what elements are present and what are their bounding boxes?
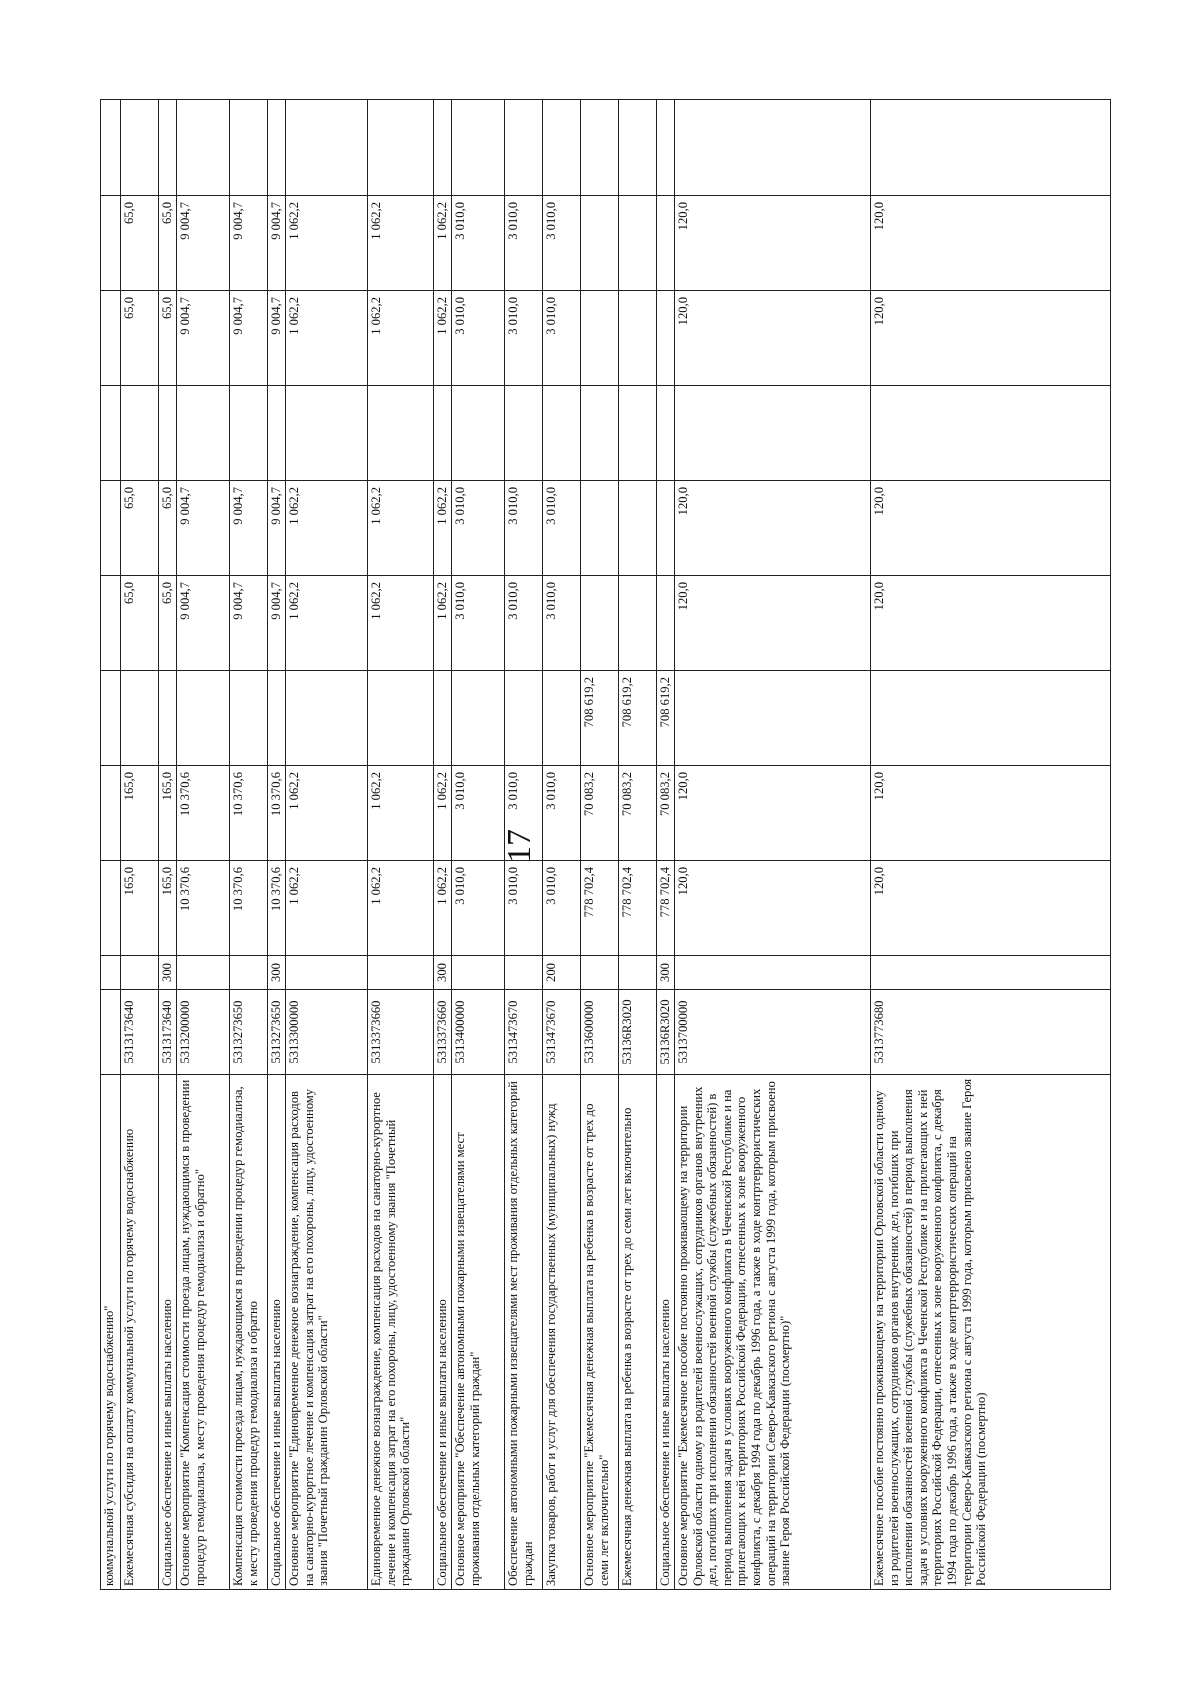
amount-cell: 3 010,0 xyxy=(452,861,505,956)
table-row xyxy=(505,100,543,1590)
amount-cell xyxy=(619,386,657,481)
amount-cell xyxy=(368,386,434,481)
expense-type-cell xyxy=(121,956,159,990)
amount-cell xyxy=(543,100,581,196)
code-cell: 53136R3020 xyxy=(657,990,675,1075)
amount-cell xyxy=(101,481,121,576)
amount-cell: 65,0 xyxy=(121,481,159,576)
amount-cell xyxy=(505,100,543,196)
amount-cell: 10 370,6 xyxy=(268,861,286,956)
amount-cell xyxy=(675,386,871,481)
amount-cell: 70 083,2 xyxy=(619,766,657,861)
amount-cell: 778 702,4 xyxy=(657,861,675,956)
amount-cell: 165,0 xyxy=(159,766,177,861)
amount-cell: 3 010,0 xyxy=(505,481,543,576)
row-name-cell: Социальное обеспечение и иные выплаты населению xyxy=(159,1075,177,1590)
amount-cell xyxy=(177,100,230,196)
amount-cell: 1 062,2 xyxy=(434,766,452,861)
expense-type-cell xyxy=(230,956,268,990)
amount-cell: 3 010,0 xyxy=(543,481,581,576)
expense-type-cell xyxy=(581,956,619,990)
row-name-cell: Социальное обеспечение и иные выплаты населению xyxy=(657,1075,675,1590)
expense-type-cell xyxy=(619,956,657,990)
row-name-cell: коммунальной услуги по горячему водоснабжению" xyxy=(101,1075,121,1590)
amount-cell: 1 062,2 xyxy=(434,196,452,291)
table-row xyxy=(657,100,675,1590)
expense-type-cell xyxy=(871,956,1111,990)
amount-cell xyxy=(619,576,657,671)
amount-cell xyxy=(286,671,368,766)
amount-cell xyxy=(121,671,159,766)
row-name-cell: Компенсация стоимости проезда лицам, нуждающимся в проведении процедур гемодиализа, к месту проведения процедур гемодиализа и обратно xyxy=(230,1075,268,1590)
amount-cell: 120,0 xyxy=(871,766,1111,861)
expense-type-cell: 300 xyxy=(434,956,452,990)
code-cell: 5313700000 xyxy=(675,990,871,1075)
amount-cell: 65,0 xyxy=(159,576,177,671)
row-name-cell: Социальное обеспечение и иные выплаты населению xyxy=(434,1075,452,1590)
code-cell: 5313173640 xyxy=(159,990,177,1075)
amount-cell: 1 062,2 xyxy=(368,291,434,386)
expense-type-cell: 300 xyxy=(657,956,675,990)
code-cell: 5313473670 xyxy=(505,990,543,1075)
amount-cell xyxy=(657,196,675,291)
amount-cell: 120,0 xyxy=(675,766,871,861)
page-number: 17 xyxy=(501,829,538,863)
row-name-cell: Обеспечение автономными пожарными извещателями мест проживания отдельных категорий граждан xyxy=(505,1075,543,1590)
expense-type-cell xyxy=(101,956,121,990)
amount-cell: 1 062,2 xyxy=(286,766,368,861)
amount-cell: 120,0 xyxy=(871,481,1111,576)
amount-cell: 1 062,2 xyxy=(368,576,434,671)
amount-cell: 3 010,0 xyxy=(543,196,581,291)
amount-cell xyxy=(452,671,505,766)
amount-cell xyxy=(101,766,121,861)
amount-cell xyxy=(159,671,177,766)
amount-cell xyxy=(101,576,121,671)
amount-cell: 10 370,6 xyxy=(177,766,230,861)
amount-cell xyxy=(121,100,159,196)
amount-cell xyxy=(268,100,286,196)
amount-cell: 3 010,0 xyxy=(452,481,505,576)
amount-cell: 10 370,6 xyxy=(268,766,286,861)
amount-cell: 165,0 xyxy=(121,766,159,861)
amount-cell xyxy=(230,100,268,196)
amount-cell xyxy=(657,576,675,671)
code-cell: 5313273650 xyxy=(230,990,268,1075)
amount-cell xyxy=(657,481,675,576)
amount-cell: 120,0 xyxy=(675,861,871,956)
amount-cell: 3 010,0 xyxy=(505,196,543,291)
amount-cell: 1 062,2 xyxy=(368,481,434,576)
code-cell: 5313173640 xyxy=(121,990,159,1075)
amount-cell xyxy=(286,386,368,481)
row-name-cell: Ежемесячное пособие постоянно проживающему на территории Орловской области одному из родителей военнослужащих, сотрудников органов внутренних дел, погибших при исполнении обязанностей военной службы (служебных обязанностей) в период выполнения задач в условиях вооруженного конфликта в Чеченской Республике и на прилегающих к ней территориях Российской Федерации, отнесенных к зоне вооруженного конфликта, с декабря 1994 года по декабрь 1996 года, а также в ходе контртеррористических операций на территории Северо-Кавказского региона с августа 1999 года, которым присвоено звание Героя Российской Федерации (посмертно) xyxy=(871,1075,1111,1590)
amount-cell: 708 619,2 xyxy=(657,671,675,766)
amount-cell: 3 010,0 xyxy=(505,861,543,956)
amount-cell: 3 010,0 xyxy=(543,576,581,671)
amount-cell xyxy=(101,861,121,956)
code-cell: 5313773680 xyxy=(871,990,1111,1075)
expense-type-cell xyxy=(452,956,505,990)
amount-cell: 778 702,4 xyxy=(581,861,619,956)
budget-table-rotated xyxy=(100,100,1110,1590)
amount-cell: 3 010,0 xyxy=(452,196,505,291)
amount-cell xyxy=(581,576,619,671)
amount-cell: 1 062,2 xyxy=(368,766,434,861)
amount-cell xyxy=(177,386,230,481)
amount-cell: 120,0 xyxy=(871,576,1111,671)
amount-cell xyxy=(121,386,159,481)
row-name-cell: Ежемесячная денежная выплата на ребенка в возрасте от трех до семи лет включительно xyxy=(619,1075,657,1590)
amount-cell: 10 370,6 xyxy=(230,861,268,956)
amount-cell xyxy=(452,100,505,196)
amount-cell: 1 062,2 xyxy=(368,861,434,956)
amount-cell xyxy=(657,291,675,386)
code-cell: 5313273650 xyxy=(268,990,286,1075)
amount-cell xyxy=(177,671,230,766)
code-cell: 5313600000 xyxy=(581,990,619,1075)
row-name-cell: Основное мероприятие "Ежемесячное пособие постоянно проживающему на территории Орловской области одному из родителей военнослужащих, сотрудников органов внутренних дел, погибших при исполнении обязанностей военной службы (служебных обязанностей) в период выполнения задач в условиях вооруженного конфликта в Чеченской Республике и на прилегающих к ней территориях Российской Федерации, отнесенных к зоне вооруженного конфликта, с декабря 1994 года по декабрь 1996 года, а также в ходе контртеррористических операций на территории Северо-Кавказского региона с августа 1999 года, которым присвоено звание Героя Российской Федерации (посмертно)" xyxy=(675,1075,871,1590)
table-body xyxy=(101,100,1111,1590)
amount-cell xyxy=(159,100,177,196)
code-cell: 5313473670 xyxy=(543,990,581,1075)
amount-cell xyxy=(581,291,619,386)
amount-cell: 3 010,0 xyxy=(505,576,543,671)
amount-cell xyxy=(268,671,286,766)
amount-cell: 1 062,2 xyxy=(434,291,452,386)
amount-cell: 165,0 xyxy=(121,861,159,956)
budget-table xyxy=(100,99,1111,1590)
table-row xyxy=(368,100,434,1590)
amount-cell xyxy=(452,386,505,481)
amount-cell xyxy=(505,671,543,766)
table-row xyxy=(121,100,159,1590)
expense-type-cell xyxy=(286,956,368,990)
amount-cell xyxy=(434,671,452,766)
amount-cell: 65,0 xyxy=(159,481,177,576)
code-cell xyxy=(101,990,121,1075)
amount-cell xyxy=(434,100,452,196)
amount-cell: 3 010,0 xyxy=(543,766,581,861)
amount-cell xyxy=(230,671,268,766)
row-name-cell: Основное мероприятие "Ежемесячная денежная выплата на ребенка в возрасте от трех до семи лет включительно" xyxy=(581,1075,619,1590)
amount-cell: 3 010,0 xyxy=(452,291,505,386)
table-row xyxy=(268,100,286,1590)
amount-cell: 1 062,2 xyxy=(286,196,368,291)
code-cell: 5313373660 xyxy=(368,990,434,1075)
amount-cell: 65,0 xyxy=(121,291,159,386)
amount-cell: 120,0 xyxy=(675,481,871,576)
expense-type-cell xyxy=(368,956,434,990)
amount-cell: 120,0 xyxy=(871,196,1111,291)
table-row xyxy=(159,100,177,1590)
amount-cell: 3 010,0 xyxy=(505,766,543,861)
amount-cell xyxy=(581,386,619,481)
amount-cell: 1 062,2 xyxy=(368,196,434,291)
row-name-cell: Ежемесячная субсидия на оплату коммунальной услуги по горячему водоснабжению xyxy=(121,1075,159,1590)
amount-cell: 120,0 xyxy=(675,291,871,386)
table-row xyxy=(452,100,505,1590)
amount-cell: 9 004,7 xyxy=(268,291,286,386)
code-cell: 5313300000 xyxy=(286,990,368,1075)
code-cell: 5313373660 xyxy=(434,990,452,1075)
amount-cell xyxy=(368,671,434,766)
expense-type-cell xyxy=(505,956,543,990)
amount-cell xyxy=(581,196,619,291)
amount-cell xyxy=(101,196,121,291)
table-row xyxy=(871,100,1111,1590)
amount-cell xyxy=(268,386,286,481)
amount-cell: 1 062,2 xyxy=(286,481,368,576)
amount-cell xyxy=(101,100,121,196)
amount-cell xyxy=(657,386,675,481)
row-name-cell: Закупка товаров, работ и услуг для обеспечения государственных (муниципальных) нужд xyxy=(543,1075,581,1590)
amount-cell: 70 083,2 xyxy=(581,766,619,861)
amount-cell: 120,0 xyxy=(675,196,871,291)
amount-cell xyxy=(619,481,657,576)
table-row xyxy=(619,100,657,1590)
amount-cell: 120,0 xyxy=(675,576,871,671)
table-row xyxy=(286,100,368,1590)
amount-cell: 1 062,2 xyxy=(434,861,452,956)
amount-cell: 9 004,7 xyxy=(177,196,230,291)
amount-cell xyxy=(871,386,1111,481)
amount-cell: 3 010,0 xyxy=(505,291,543,386)
amount-cell xyxy=(619,196,657,291)
amount-cell: 10 370,6 xyxy=(177,861,230,956)
row-name-cell: Основное мероприятие "Компенсация стоимости проезда лицам, нуждающимся в проведении процедур гемодиализа, к месту проведения процедур гемодиализа и обратно" xyxy=(177,1075,230,1590)
code-cell: 53136R3020 xyxy=(619,990,657,1075)
amount-cell: 3 010,0 xyxy=(543,861,581,956)
expense-type-cell: 300 xyxy=(159,956,177,990)
table-row xyxy=(581,100,619,1590)
amount-cell xyxy=(159,386,177,481)
amount-cell xyxy=(619,100,657,196)
amount-cell xyxy=(434,386,452,481)
amount-cell: 778 702,4 xyxy=(619,861,657,956)
code-cell: 5313200000 xyxy=(177,990,230,1075)
amount-cell: 1 062,2 xyxy=(286,291,368,386)
amount-cell: 708 619,2 xyxy=(581,671,619,766)
amount-cell: 9 004,7 xyxy=(177,291,230,386)
table-row xyxy=(101,100,121,1590)
table-row xyxy=(543,100,581,1590)
row-name-cell: Социальное обеспечение и иные выплаты населению xyxy=(268,1075,286,1590)
amount-cell: 9 004,7 xyxy=(177,576,230,671)
amount-cell: 3 010,0 xyxy=(452,766,505,861)
amount-cell xyxy=(286,100,368,196)
amount-cell: 3 010,0 xyxy=(543,291,581,386)
expense-type-cell xyxy=(675,956,871,990)
amount-cell: 708 619,2 xyxy=(619,671,657,766)
amount-cell: 65,0 xyxy=(121,196,159,291)
amount-cell: 10 370,6 xyxy=(230,766,268,861)
amount-cell xyxy=(230,386,268,481)
amount-cell: 9 004,7 xyxy=(230,576,268,671)
expense-type-cell xyxy=(177,956,230,990)
amount-cell: 1 062,2 xyxy=(286,861,368,956)
table-row xyxy=(434,100,452,1590)
amount-cell xyxy=(543,386,581,481)
amount-cell: 9 004,7 xyxy=(230,196,268,291)
table-row xyxy=(177,100,230,1590)
amount-cell xyxy=(543,671,581,766)
amount-cell: 1 062,2 xyxy=(434,576,452,671)
table-row xyxy=(675,100,871,1590)
amount-cell xyxy=(871,100,1111,196)
amount-cell: 65,0 xyxy=(159,291,177,386)
amount-cell: 9 004,7 xyxy=(268,196,286,291)
amount-cell: 1 062,2 xyxy=(286,576,368,671)
amount-cell xyxy=(505,386,543,481)
amount-cell: 1 062,2 xyxy=(434,481,452,576)
amount-cell xyxy=(101,291,121,386)
amount-cell: 9 004,7 xyxy=(230,481,268,576)
amount-cell: 120,0 xyxy=(871,861,1111,956)
amount-cell xyxy=(675,671,871,766)
amount-cell: 70 083,2 xyxy=(657,766,675,861)
row-name-cell: Единовременное денежное вознаграждение, компенсация расходов на санаторно-курортное лечение и компенсация затрат на его похороны, лицу, удостоенному звания "Почетный гражданин Орловской области" xyxy=(368,1075,434,1590)
amount-cell: 9 004,7 xyxy=(230,291,268,386)
row-name-cell: Основное мероприятие "Единовременное денежное вознаграждение, компенсация расходов на санаторно-курортное лечение и компенсация затрат на его похороны, лицу, удостоенному звания "Почетный гражданин Орловской области" xyxy=(286,1075,368,1590)
amount-cell xyxy=(871,671,1111,766)
code-cell: 5313400000 xyxy=(452,990,505,1075)
amount-cell xyxy=(101,671,121,766)
amount-cell: 120,0 xyxy=(871,291,1111,386)
amount-cell xyxy=(581,481,619,576)
amount-cell: 9 004,7 xyxy=(268,576,286,671)
table-row xyxy=(230,100,268,1590)
amount-cell: 165,0 xyxy=(159,861,177,956)
amount-cell: 9 004,7 xyxy=(268,481,286,576)
amount-cell xyxy=(101,386,121,481)
amount-cell: 3 010,0 xyxy=(452,576,505,671)
amount-cell: 65,0 xyxy=(121,576,159,671)
amount-cell xyxy=(657,100,675,196)
amount-cell: 9 004,7 xyxy=(177,481,230,576)
amount-cell xyxy=(368,100,434,196)
amount-cell xyxy=(581,100,619,196)
amount-cell: 65,0 xyxy=(159,196,177,291)
expense-type-cell: 200 xyxy=(543,956,581,990)
amount-cell xyxy=(675,100,871,196)
row-name-cell: Основное мероприятие "Обеспечение автономными пожарными извещателями мест проживания отдельных категорий граждан" xyxy=(452,1075,505,1590)
expense-type-cell: 300 xyxy=(268,956,286,990)
amount-cell xyxy=(619,291,657,386)
